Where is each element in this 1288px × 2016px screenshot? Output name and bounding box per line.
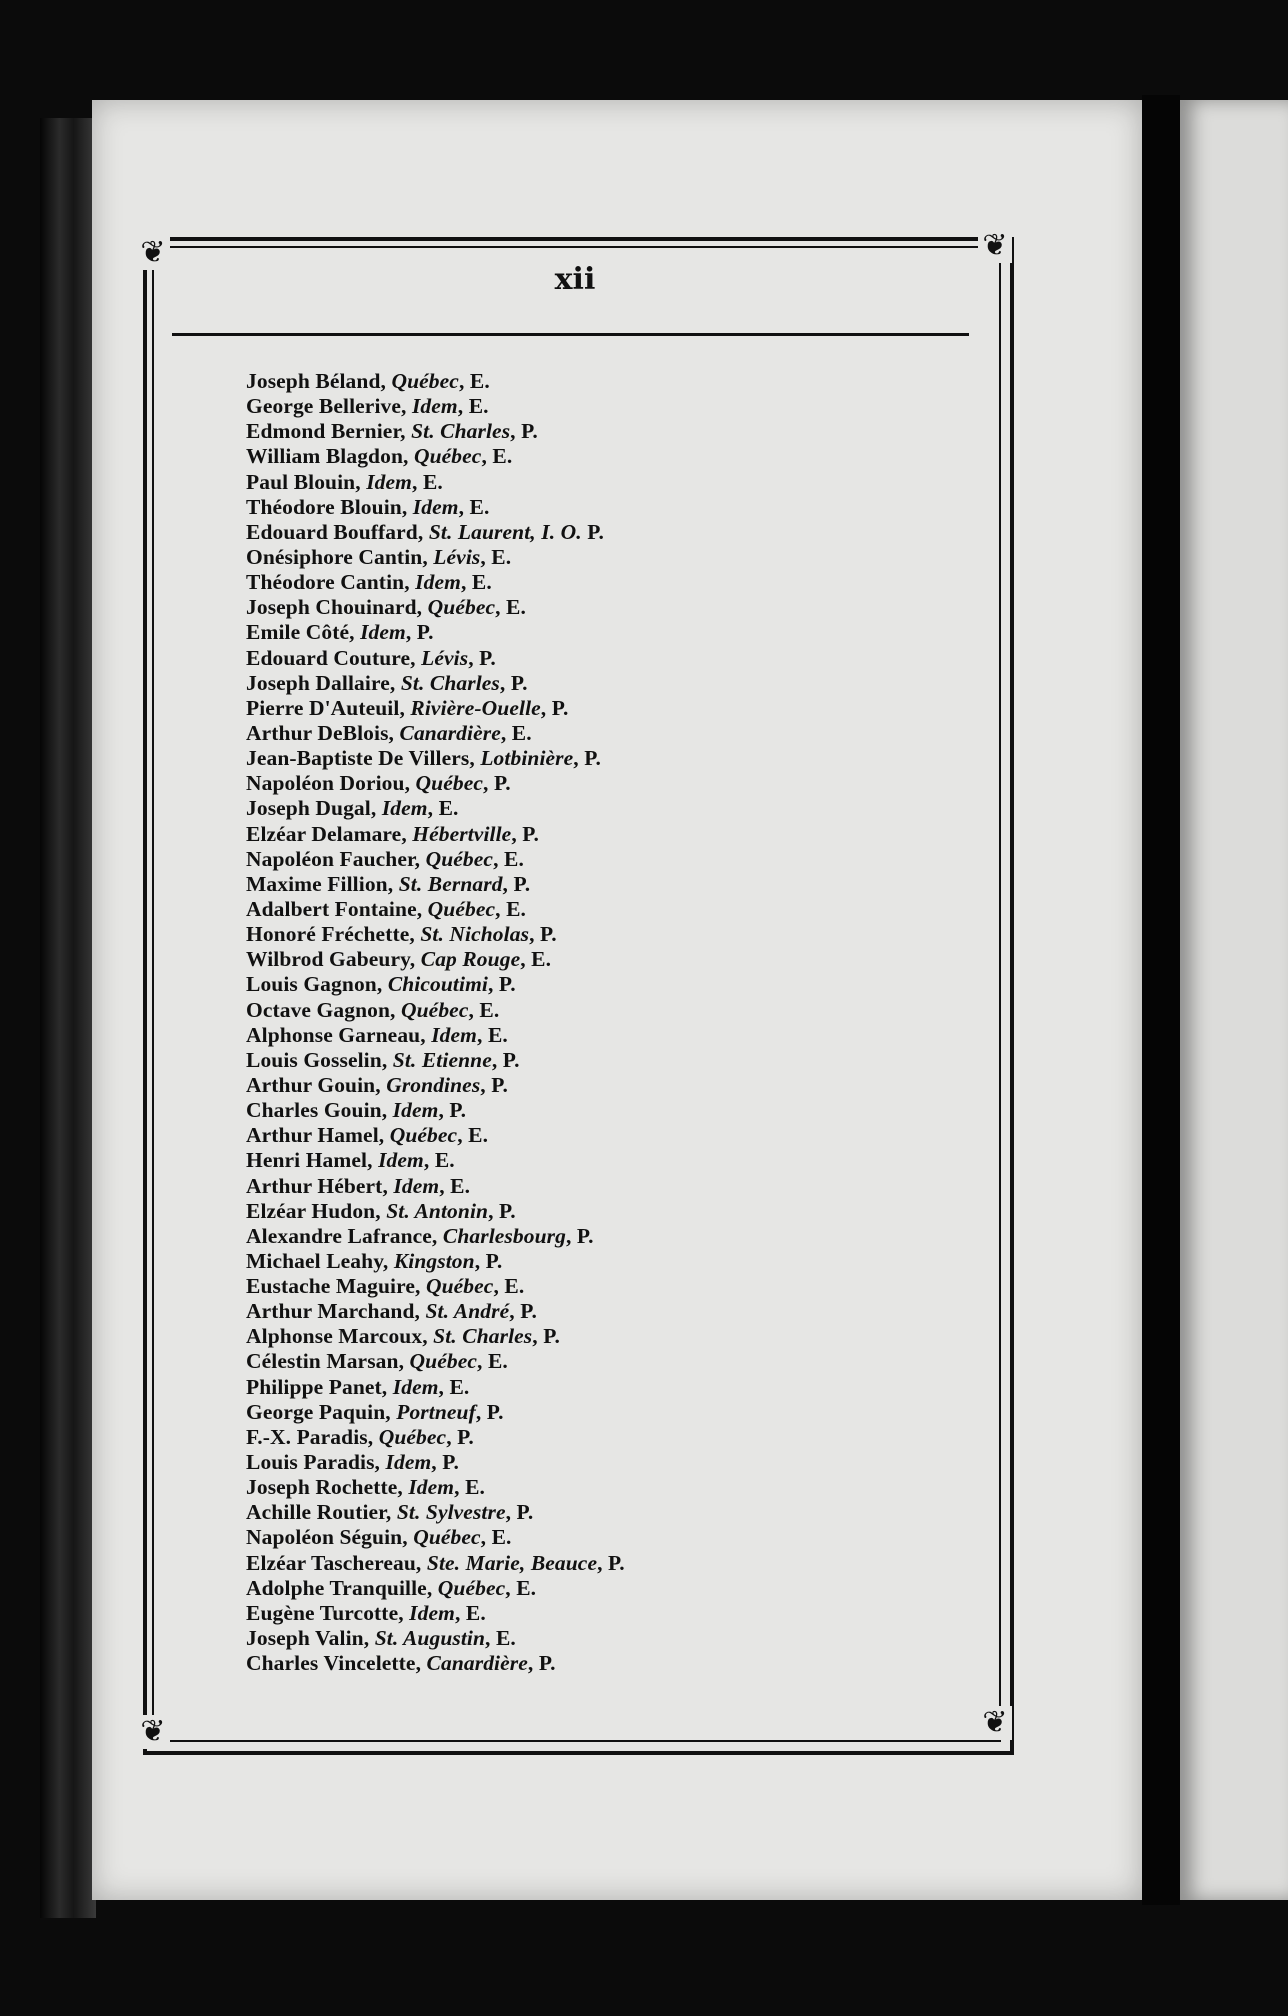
member-status: , P.	[565, 1223, 594, 1248]
member-status: , E.	[458, 494, 490, 519]
member-place: Lotbinière	[480, 746, 574, 771]
member-status: , P.	[446, 1424, 474, 1449]
member-status: , E.	[500, 720, 532, 745]
list-item	[246, 1349, 966, 1374]
member-name: Arthur Hébert,	[246, 1173, 388, 1198]
member-name: Joseph Dugal,	[246, 796, 377, 821]
member-name: Octave Gagnon,	[246, 997, 396, 1022]
member-place: St. Sylvestre	[396, 1500, 506, 1525]
member-status: , P.	[527, 1651, 556, 1676]
member-name: Eustache Maguire,	[246, 1274, 421, 1299]
member-place: Grondines	[386, 1072, 481, 1097]
member-name: Achille Routier,	[246, 1500, 392, 1525]
list-item	[246, 1400, 966, 1425]
member-status: , E.	[493, 846, 524, 871]
list-item	[246, 1048, 966, 1073]
list-item	[246, 1299, 966, 1324]
member-name: Joseph Chouinard,	[246, 595, 423, 620]
member-status: , P.	[483, 771, 511, 796]
list-item	[246, 721, 966, 746]
member-status: , E.	[477, 1349, 508, 1374]
member-name: Alexandre Lafrance,	[246, 1223, 438, 1248]
member-place: Idem	[415, 570, 461, 595]
member-status: , P.	[511, 821, 539, 846]
member-name: Napoléon Faucher,	[246, 846, 421, 871]
member-status: , P.	[475, 1399, 504, 1424]
member-place: Idem	[393, 1173, 440, 1198]
member-status: , E.	[427, 796, 459, 821]
member-name: Michael Leahy,	[246, 1248, 389, 1273]
list-item	[246, 620, 966, 645]
member-name: Alphonse Garneau,	[246, 1022, 426, 1047]
list-item	[246, 972, 966, 997]
list-item	[246, 570, 966, 595]
list-item	[246, 419, 966, 444]
member-place: St. Charles	[400, 670, 500, 695]
member-place: Idem	[412, 494, 459, 519]
list-item	[246, 1148, 966, 1173]
list-item	[246, 1601, 966, 1626]
member-status: , P.	[505, 1500, 534, 1525]
member-place: Idem	[411, 394, 458, 419]
member-name: Napoléon Séguin,	[246, 1525, 408, 1550]
member-status: , E.	[520, 947, 552, 972]
list-item	[246, 1450, 966, 1475]
member-place: Hébertville	[412, 821, 512, 846]
member-status: , E.	[480, 1525, 512, 1550]
member-place: St. Bernard	[398, 871, 503, 896]
member-place: Québec	[425, 846, 494, 871]
list-item	[246, 1324, 966, 1349]
list-item	[246, 1551, 966, 1576]
member-name: Adalbert Fontaine,	[246, 896, 423, 921]
member-status: , P.	[468, 645, 496, 670]
list-item	[246, 998, 966, 1023]
list-item	[246, 595, 966, 620]
list-item	[246, 520, 966, 545]
list-item	[246, 1199, 966, 1224]
member-name: Emile Côté,	[246, 620, 355, 645]
member-name: Charles Vincelette,	[246, 1651, 422, 1676]
fleuron-icon: ❦	[978, 1706, 1012, 1740]
member-name: Napoléon Doriou,	[246, 771, 411, 796]
list-item	[246, 1475, 966, 1500]
member-place: St. Antonin	[386, 1198, 489, 1223]
member-status: , P.	[431, 1450, 459, 1475]
list-item	[246, 847, 966, 872]
member-name: Jean-Baptiste De Villers,	[246, 746, 475, 771]
member-status: , E.	[495, 595, 526, 620]
list-item	[246, 696, 966, 721]
member-status: , E.	[495, 896, 527, 921]
member-place: St. Etienne	[392, 1047, 492, 1072]
list-item	[246, 1500, 966, 1525]
list-item	[246, 1249, 966, 1274]
fleuron-icon: ❦	[136, 1715, 170, 1749]
member-name: Théodore Blouin,	[246, 494, 408, 519]
facing-page-edge	[1180, 100, 1288, 1900]
member-name: Joseph Rochette,	[246, 1475, 403, 1500]
member-name: Maxime Fillion,	[246, 871, 394, 896]
page-gutter	[1142, 95, 1180, 1905]
member-name: Elzéar Hudon,	[246, 1198, 381, 1223]
list-item	[246, 1626, 966, 1651]
member-status: , E.	[485, 1626, 516, 1651]
member-status: , E.	[412, 469, 443, 494]
header-rule	[172, 333, 969, 336]
member-name: Louis Paradis,	[246, 1450, 381, 1475]
list-item	[246, 897, 966, 922]
member-place: Québec	[427, 595, 496, 620]
member-status: , E.	[423, 1148, 455, 1173]
member-status: , P.	[499, 670, 528, 695]
member-status: , E.	[477, 1022, 508, 1047]
member-name: Arthur Gouin,	[246, 1072, 381, 1097]
member-status: , P.	[529, 922, 557, 947]
member-name: Henri Hamel,	[246, 1148, 373, 1173]
list-item	[246, 1073, 966, 1098]
member-status: , E.	[505, 1575, 537, 1600]
member-place: Québec	[401, 997, 469, 1022]
member-place: Canardière	[426, 1651, 528, 1676]
member-place: Québec	[413, 1525, 481, 1550]
member-place: Idem	[378, 1148, 424, 1173]
list-item	[246, 1224, 966, 1249]
member-name: Philippe Panet,	[246, 1374, 388, 1399]
member-place: Idem	[409, 1600, 455, 1625]
list-item	[246, 771, 966, 796]
member-place: St. Charles	[411, 419, 511, 444]
member-status: , P.	[480, 1072, 508, 1097]
member-place: Idem	[392, 1098, 439, 1123]
member-name: Edouard Couture,	[246, 645, 416, 670]
member-place: St. André	[425, 1299, 510, 1324]
member-place: Lévis	[421, 645, 469, 670]
member-place: Idem	[366, 469, 412, 494]
member-status: , E.	[454, 1600, 486, 1625]
member-place: Idem	[408, 1475, 455, 1500]
member-name: Arthur Marchand,	[246, 1299, 421, 1324]
member-status: , P.	[405, 620, 434, 645]
member-status: , E.	[439, 1173, 471, 1198]
member-name: F.-X. Paradis,	[246, 1424, 374, 1449]
member-name: Charles Gouin,	[246, 1098, 388, 1123]
list-item	[246, 1525, 966, 1550]
list-item	[246, 1576, 966, 1601]
list-item	[246, 470, 966, 495]
list-item	[246, 369, 966, 394]
member-status: , E.	[493, 1274, 525, 1299]
member-place: St. Charles	[433, 1324, 533, 1349]
member-place: Québec	[425, 1274, 494, 1299]
member-name: Paul Blouin,	[246, 469, 361, 494]
member-place: Idem	[431, 1022, 477, 1047]
list-item	[246, 947, 966, 972]
member-place: St. Nicholas	[420, 922, 530, 947]
member-name: William Blagdon,	[246, 444, 409, 469]
list-item	[246, 1651, 966, 1676]
member-place: Québec	[389, 1123, 458, 1148]
list-item	[246, 796, 966, 821]
list-item	[246, 872, 966, 897]
member-place: St. Augustin	[374, 1626, 486, 1651]
list-item	[246, 545, 966, 570]
member-status: , E.	[458, 369, 490, 393]
member-name: Wilbrod Gabeury,	[246, 947, 416, 972]
member-place: St. Laurent, I. O.	[428, 519, 582, 544]
member-name: Alphonse Marcoux,	[246, 1324, 428, 1349]
member-status: , P.	[597, 1550, 625, 1575]
member-place: Québec	[391, 369, 459, 393]
list-item	[246, 922, 966, 947]
member-place: Idem	[360, 620, 406, 645]
member-name: George Bellerive,	[246, 394, 407, 419]
member-status: , P.	[474, 1248, 503, 1273]
member-status: , P.	[438, 1098, 467, 1123]
member-status: , E.	[438, 1374, 470, 1399]
list-item	[246, 1425, 966, 1450]
member-status: , P.	[510, 419, 538, 444]
member-status: , P.	[502, 871, 531, 896]
member-place: Rivière-Ouelle	[410, 695, 541, 720]
list-item	[246, 646, 966, 671]
member-status: , E.	[480, 544, 512, 569]
list-item	[246, 1023, 966, 1048]
member-place: Québec	[413, 444, 482, 469]
list-item	[246, 822, 966, 847]
book-spine	[40, 118, 96, 1918]
member-list	[246, 369, 966, 1676]
member-place: Québec	[378, 1424, 447, 1449]
member-place: Lévis	[433, 544, 481, 569]
member-place: Kingston	[393, 1248, 475, 1273]
member-name: Célestin Marsan,	[246, 1349, 405, 1374]
member-name: Joseph Béland,	[246, 369, 386, 393]
member-place: Québec	[415, 771, 484, 796]
member-status: , P.	[487, 972, 516, 997]
member-status: , E.	[457, 394, 489, 419]
member-place: Charlesbourg	[442, 1223, 566, 1248]
member-name: Adolphe Tranquille,	[246, 1575, 433, 1600]
member-place: Québec	[427, 896, 496, 921]
list-item	[246, 746, 966, 771]
member-name: Elzéar Taschereau,	[246, 1550, 422, 1575]
member-place: Canardière	[399, 720, 501, 745]
member-status: , P.	[488, 1198, 516, 1223]
member-status: , E.	[481, 444, 513, 469]
list-item	[246, 1375, 966, 1400]
member-name: Joseph Dallaire,	[246, 670, 396, 695]
member-name: Arthur DeBlois,	[246, 720, 395, 745]
list-item	[246, 1098, 966, 1123]
member-name: Honoré Fréchette,	[246, 922, 415, 947]
fleuron-icon: ❦	[978, 229, 1012, 263]
list-item	[246, 444, 966, 469]
member-status: , E.	[457, 1123, 489, 1148]
member-name: Pierre D'Auteuil,	[246, 695, 405, 720]
member-status: , P.	[573, 746, 601, 771]
member-place: Idem	[381, 796, 428, 821]
member-status: , P.	[509, 1299, 537, 1324]
member-place: Idem	[392, 1374, 439, 1399]
member-name: Louis Gagnon,	[246, 972, 383, 997]
member-name: Eugène Turcotte,	[246, 1600, 404, 1625]
list-item	[246, 495, 966, 520]
member-place: Québec	[409, 1349, 478, 1374]
member-status: P.	[581, 519, 604, 544]
fleuron-icon: ❦	[136, 236, 170, 270]
member-place: Cap Rouge	[420, 947, 521, 972]
member-status: , P.	[540, 695, 569, 720]
member-status: , P.	[491, 1047, 520, 1072]
list-item	[246, 1174, 966, 1199]
member-status: , E.	[468, 997, 500, 1022]
member-name: Louis Gosselin,	[246, 1047, 388, 1072]
member-name: Elzéar Delamare,	[246, 821, 407, 846]
member-status: , P.	[532, 1324, 560, 1349]
list-item	[246, 671, 966, 696]
member-place: Idem	[385, 1450, 432, 1475]
page-number: xii	[554, 262, 596, 297]
member-name: Edouard Bouffard,	[246, 519, 424, 544]
member-place: Ste. Marie, Beauce	[426, 1550, 598, 1575]
member-place: Québec	[437, 1575, 506, 1600]
list-item	[246, 1123, 966, 1148]
member-place: Portneuf	[396, 1399, 476, 1424]
list-item	[246, 394, 966, 419]
member-name: Joseph Valin,	[246, 1626, 370, 1651]
list-item	[246, 1274, 966, 1299]
member-place: Chicoutimi	[387, 972, 488, 997]
member-name: Onésiphore Cantin,	[246, 544, 428, 569]
member-status: , E.	[460, 570, 492, 595]
member-name: Théodore Cantin,	[246, 570, 410, 595]
member-status: , E.	[454, 1475, 486, 1500]
member-name: George Paquin,	[246, 1399, 391, 1424]
member-name: Arthur Hamel,	[246, 1123, 385, 1148]
member-name: Edmond Bernier,	[246, 419, 406, 444]
